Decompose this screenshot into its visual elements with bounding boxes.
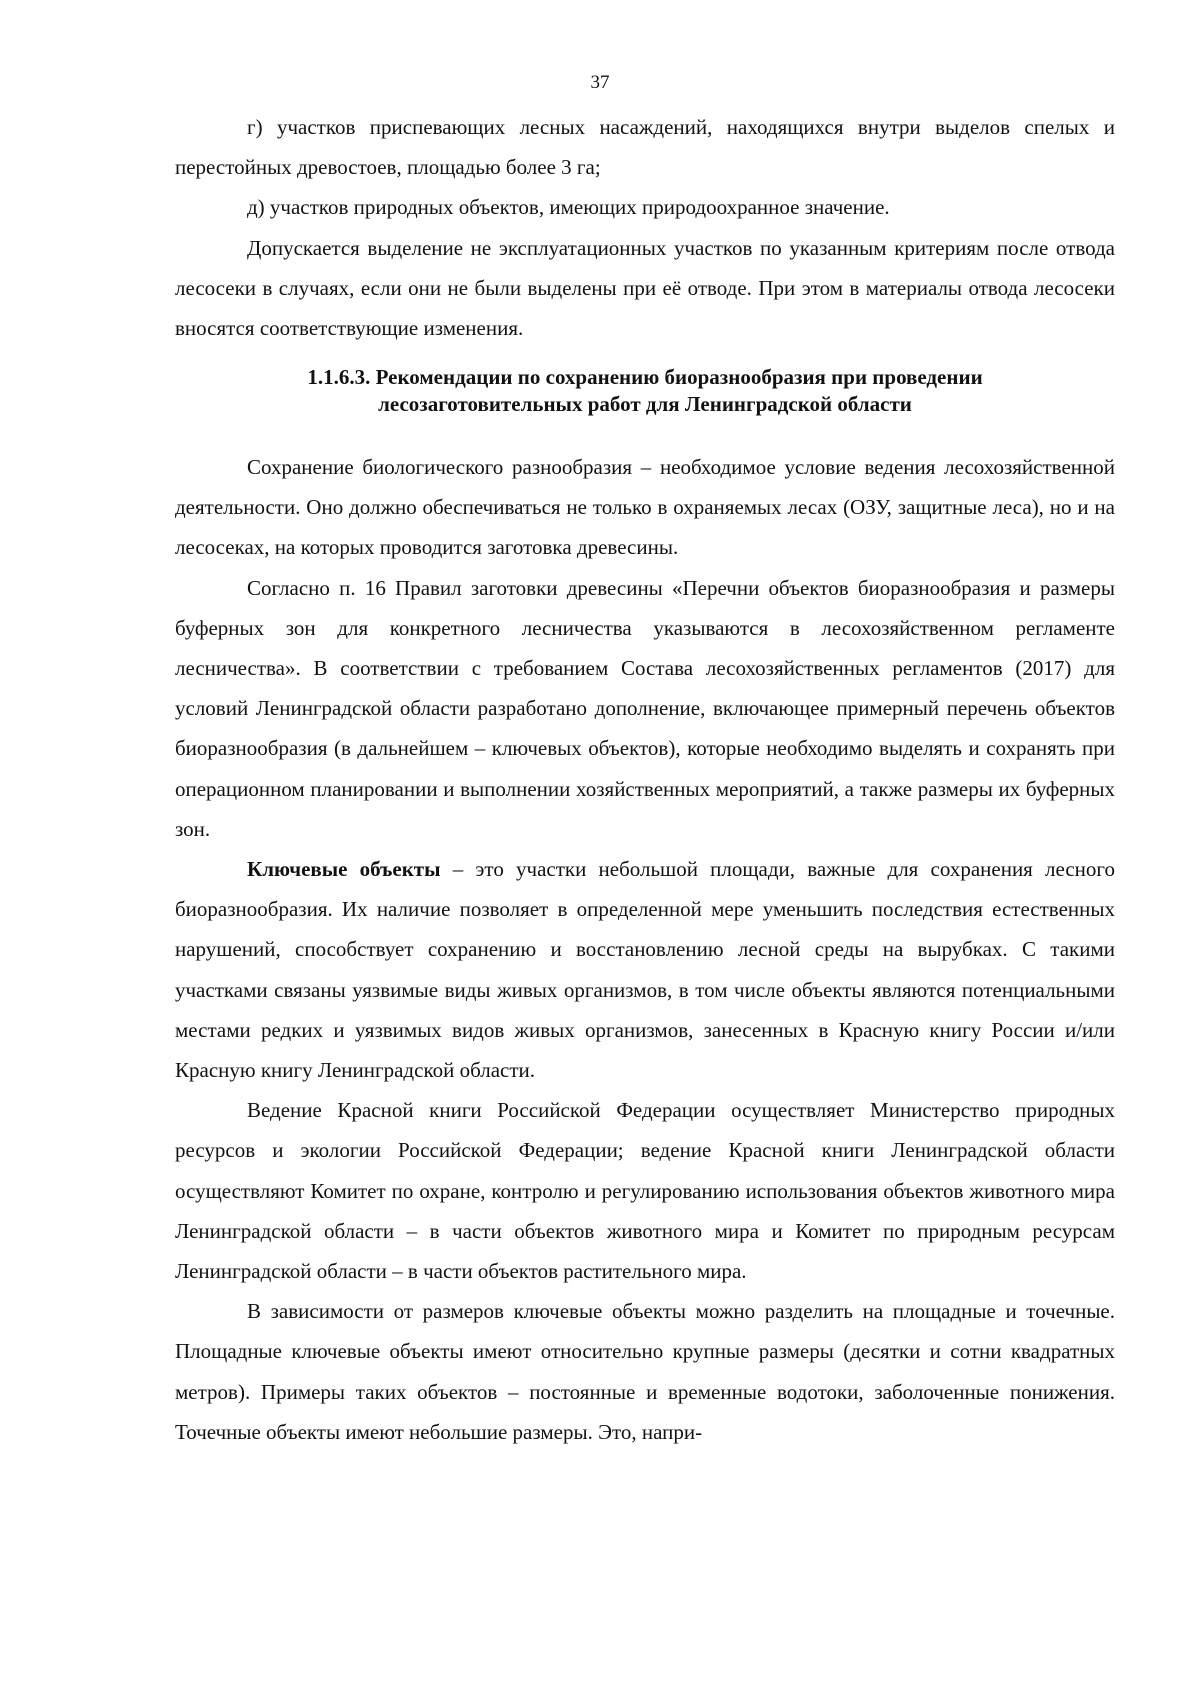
key-objects-definition: – это участки небольшой площади, важные для сохранения лесного биоразнообразия. Их наличие позволяет в определенной мере уменьшить последствия естественных нарушений, способствует сохранению и восстановлению лесной среды на вырубках. С такими участками связаны уязвимые виды живых организмов, в том числе объекты являются потенциальными местами редких и уязвимых видов живых организмов, занесенных в Красную книгу России и/или Красную книгу Ленинградской области. xyxy=(175,857,1116,1083)
paragraph-item-g: г) участков приспевающих лесных насаждений, находящихся внутри выделов спелых и перестойных древостоев, площадью более 3 га; xyxy=(175,115,1115,180)
intro-section xyxy=(175,107,1115,348)
paragraph-rules: Согласно п. 16 Правил заготовки древесины «Перечни объектов биоразнообразия и размеры буферных зон для конкретного лесничества указываются в лесохозяйственном регламенте лесничества». В соответствии с требованием Состава лесохозяйственных регламентов (2017) для условий Ленинградской области разработано дополнение, включающее примерный перечень объектов биоразнообразия (в дальнейшем – ключевых объектов), которые необходимо выделять и сохранять при операционном планировании и выполнении хозяйственных мероприятий, а также размеры их буферных зон. xyxy=(175,575,1115,841)
paragraph-object-types: В зависимости от размеров ключевые объекты можно разделить на площадные и точечные. Площадные ключевые объекты имеют относительно крупные размеры (десятки и сотни квадратных метров). Примеры таких объектов – постоянные и временные водотоки, заболоченные понижения. Точечные объекты имеют небольшие размеры. Это, напри- xyxy=(175,1299,1115,1444)
paragraph-red-book: Ведение Красной книги Российской Федерации осуществляет Министерство природных ресурсов и экологии Российской Федерации; ведение Красной книги Ленинградской области осуществляют Комитет по охране, контролю и регулированию использования объектов животного мира Ленинградской области – в части объектов животного мира и Комитет по природным ресурсам Ленинградской области – в части объектов растительного мира. xyxy=(175,1098,1115,1284)
section-heading-line2: лесозаготовительных работ для Ленинградской области xyxy=(378,392,912,416)
paragraph-key-objects xyxy=(175,849,1115,1090)
paragraph-item-d: д) участков природных объектов, имеющих природоохранное значение. xyxy=(247,195,890,220)
section-heading-line1: 1.1.6.3. Рекомендации по сохранению биоразнообразия при проведении xyxy=(307,365,983,389)
section-heading xyxy=(175,364,1115,418)
main-section xyxy=(175,447,1115,1452)
page-number: 37 xyxy=(590,72,610,93)
key-objects-term: Ключевые объекты xyxy=(247,857,441,882)
paragraph-allowance: Допускается выделение не эксплуатационных участков по указанным критериям после отвода лесосеки в случаях, если они не были выделены при её отводе. При этом в материалы отвода лесосеки вносятся соответствующие изменения. xyxy=(175,235,1115,341)
paragraph-biodiversity: Сохранение биологического разнообразия – необходимое условие ведения лесохозяйственной деятельности. Оно должно обеспечиваться не только в охраняемых лесах (ОЗУ, защитные леса), но и на лесосеках, на которых проводится заготовка древесины. xyxy=(175,455,1115,560)
